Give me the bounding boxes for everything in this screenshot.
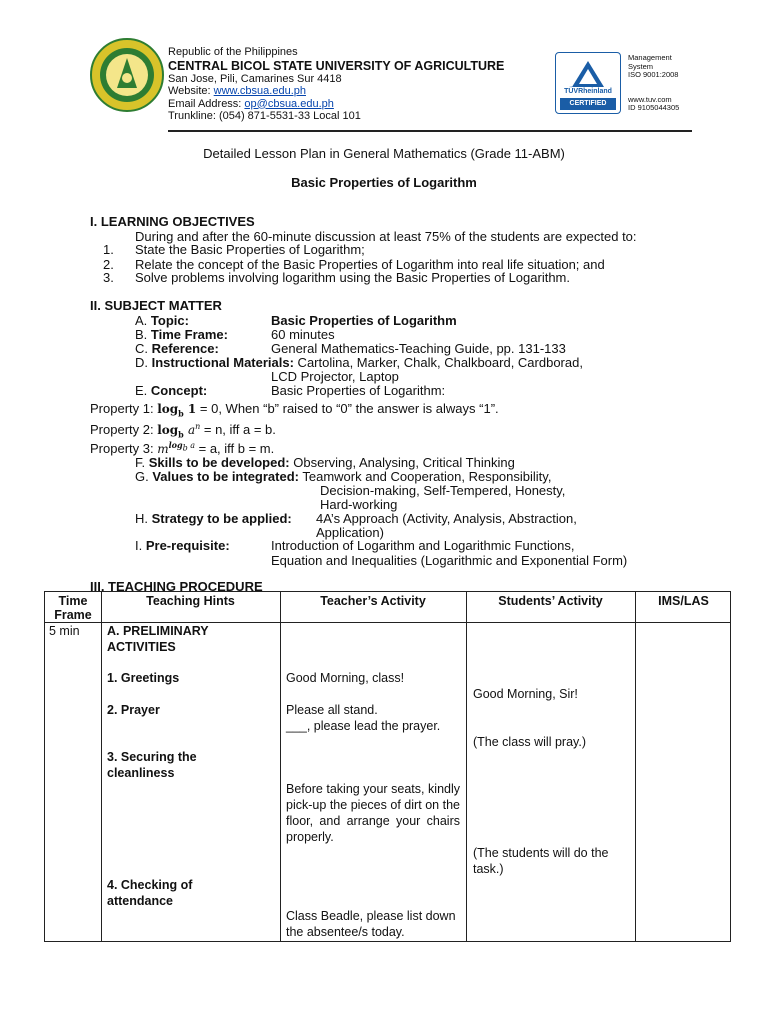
time-cell: 5 min — [49, 624, 80, 638]
concept-key: E. — [135, 383, 151, 398]
tuv-certification-badge — [555, 52, 697, 114]
teacher-cleanliness: Before taking your seats, kindly pick-up the pieces of dirt on the floor, and arrange your chairs properly. — [286, 782, 460, 844]
students-greeting: Good Morning, Sir! — [473, 687, 578, 701]
topic-row — [135, 313, 189, 328]
time-frame-key: B. — [135, 327, 151, 342]
hint-preliminary: A. PRELIMINARY — [107, 624, 209, 638]
property-3-formula: $m^{log_b a}$ — [157, 440, 195, 456]
cert-ms1: Management — [628, 53, 672, 62]
values-label: Values to be integrated: — [152, 469, 299, 484]
objective-2-text: Relate the concept of the Basic Properties of Logarithm into real life situation; and — [135, 257, 605, 272]
property-1-text: = 0, When “b” raised to “0” the answer is always “1”. — [196, 401, 499, 416]
website-line — [168, 85, 504, 98]
tuv-logo — [555, 52, 621, 114]
cert-details — [628, 54, 679, 113]
email-line — [168, 98, 504, 111]
property-1-formula: $\log_b 1$ — [157, 402, 197, 419]
strategy-label: Strategy to be applied: — [151, 511, 292, 526]
subject-matter-heading: II. SUBJECT MATTER — [90, 298, 222, 313]
teaching-procedure-table — [44, 591, 731, 942]
strategy-value-cont: Application) — [316, 525, 384, 540]
teacher-prayer-2: ___, please lead the prayer. — [286, 719, 441, 733]
col-header-teacher-activity: Teacher’s Activity — [320, 594, 426, 608]
concept-row — [135, 383, 207, 398]
email-label: Email Address: — [168, 97, 245, 110]
teacher-attendance: Class Beadle, please list down the absentee/s today. — [286, 909, 456, 939]
materials-row — [135, 355, 583, 370]
skills-value: Observing, Analysing, Critical Thinking — [289, 455, 515, 470]
teacher-greeting: Good Morning, class! — [286, 671, 405, 685]
objectives-intro: During and after the 60-minute discussion at least 75% of the students are expected to: — [135, 229, 637, 244]
prerequisite-label: Pre-requisite: — [145, 538, 230, 553]
lesson-topic-title: Basic Properties of Logarithm — [291, 175, 477, 190]
hint-cleanliness-cont: cleanliness — [107, 766, 175, 780]
objective-2-num: 2. — [103, 257, 114, 272]
teacher-prayer-1: Please all stand. — [286, 703, 378, 717]
trunkline-text: Trunkline: (054) 871-5531-33 Local 101 — [168, 110, 361, 122]
values-key: G. — [135, 469, 153, 484]
topic-value: Basic Properties of Logarithm — [271, 313, 457, 328]
property-3-text: = a, iff b = m. — [195, 441, 275, 456]
hint-cleanliness: 3. Securing the — [107, 750, 197, 764]
property-2-label: Property 2: — [90, 422, 158, 437]
strategy-value: 4A’s Approach (Activity, Analysis, Abstraction, — [316, 511, 577, 526]
objective-1-text: State the Basic Properties of Logarithm; — [135, 242, 365, 257]
cert-url: www.tuv.com — [628, 94, 672, 104]
objective-1-num: 1. — [103, 242, 114, 257]
values-value-cont2: Hard-working — [320, 497, 398, 512]
objective-3-num: 3. — [103, 270, 114, 285]
document-title: Detailed Lesson Plan in General Mathematics (Grade 11-ABM) — [203, 146, 565, 161]
skills-row — [135, 455, 515, 470]
time-frame-value: 60 minutes — [271, 327, 335, 342]
col-divider — [101, 592, 102, 941]
topic-label: Topic: — [150, 313, 189, 328]
property-2-text: = n, iff a = b. — [200, 422, 276, 437]
skills-label: Skills to be developed: — [148, 455, 290, 470]
reference-label: Reference: — [151, 341, 219, 356]
hint-greetings: 1. Greetings — [107, 671, 180, 685]
university-header — [168, 46, 504, 123]
email-link[interactable]: op@cbsua.edu.ph — [244, 97, 334, 110]
strategy-row — [135, 511, 292, 526]
website-label: Website: — [168, 85, 214, 97]
cert-iso: ISO 9001:2008 — [628, 70, 679, 79]
hint-attendance-cont: attendance — [107, 894, 173, 908]
materials-value-cont: LCD Projector, Laptop — [271, 369, 399, 384]
objectives-heading: I. LEARNING OBJECTIVES — [90, 214, 255, 229]
objective-3-text: Solve problems involving logarithm using the Basic Properties of Logarithm. — [135, 270, 570, 285]
reference-key: C. — [135, 341, 152, 356]
property-2-formula: $\log_b a^n$ — [157, 422, 201, 440]
values-value: Teamwork and Cooperation, Responsibility, — [299, 469, 552, 484]
cert-ms2: System — [628, 61, 654, 71]
values-value-cont1: Decision-making, Self-Tempered, Honesty, — [320, 483, 566, 498]
concept-value: Basic Properties of Logarithm: — [271, 383, 446, 398]
strategy-key: H. — [135, 511, 152, 526]
prerequisite-row — [135, 538, 230, 553]
tuv-brand-text: TÜVRheinland — [564, 88, 612, 95]
property-3-label: Property 3: — [90, 441, 158, 456]
col-divider — [280, 592, 281, 941]
hint-preliminary-cont: ACTIVITIES — [107, 640, 176, 654]
address-text: San Jose, Pili, Camarines Sur 4418 — [168, 72, 342, 85]
col-divider — [635, 592, 636, 941]
col-header-ims-las: IMS/LAS — [658, 594, 709, 608]
university-name: CENTRAL BICOL STATE UNIVERSITY OF AGRICULTURE — [168, 58, 505, 73]
cert-id: ID 9105044305 — [628, 103, 680, 112]
republic-text: Republic of the Philippines — [168, 46, 298, 58]
hint-attendance: 4. Checking of — [107, 878, 193, 892]
prerequisite-value: Introduction of Logarithm and Logarithmic Functions, — [271, 538, 575, 553]
col-header-students-activity: Students’ Activity — [498, 594, 603, 608]
concept-label: Concept: — [150, 383, 208, 398]
prerequisite-key: I. — [135, 538, 146, 553]
students-task: (The students will do the task.) — [473, 846, 609, 876]
teaching-procedure-heading: III. TEACHING PROCEDURE — [90, 579, 263, 594]
values-row — [135, 469, 551, 484]
university-seal-logo — [90, 38, 164, 112]
skills-key: F. — [135, 455, 149, 470]
prerequisite-value-cont: Equation and Inequalities (Logarithmic and Exponential Form) — [271, 553, 628, 568]
tuv-certified-text: CERTIFIED — [569, 100, 607, 107]
time-frame-label: Time Frame: — [150, 327, 228, 342]
time-frame-row — [135, 327, 228, 342]
col-header-teaching-hints: Teaching Hints — [146, 594, 235, 608]
materials-value: Cartolina, Marker, Chalk, Chalkboard, Cardborad, — [293, 355, 583, 370]
reference-row — [135, 341, 219, 356]
materials-label: Instructional Materials: — [151, 355, 294, 370]
materials-key: D. — [135, 355, 152, 370]
website-link[interactable]: www.cbsua.edu.ph — [213, 85, 306, 97]
header-divider — [168, 130, 692, 132]
students-pray: (The class will pray.) — [473, 735, 586, 749]
col-divider — [466, 592, 467, 941]
hint-prayer: 2. Prayer — [107, 703, 160, 717]
col-header-time-frame: Time Frame — [54, 594, 92, 622]
topic-key: A. — [135, 313, 151, 328]
reference-value: General Mathematics-Teaching Guide, pp. 131-133 — [271, 341, 566, 356]
property-1-label: Property 1: — [90, 401, 158, 416]
